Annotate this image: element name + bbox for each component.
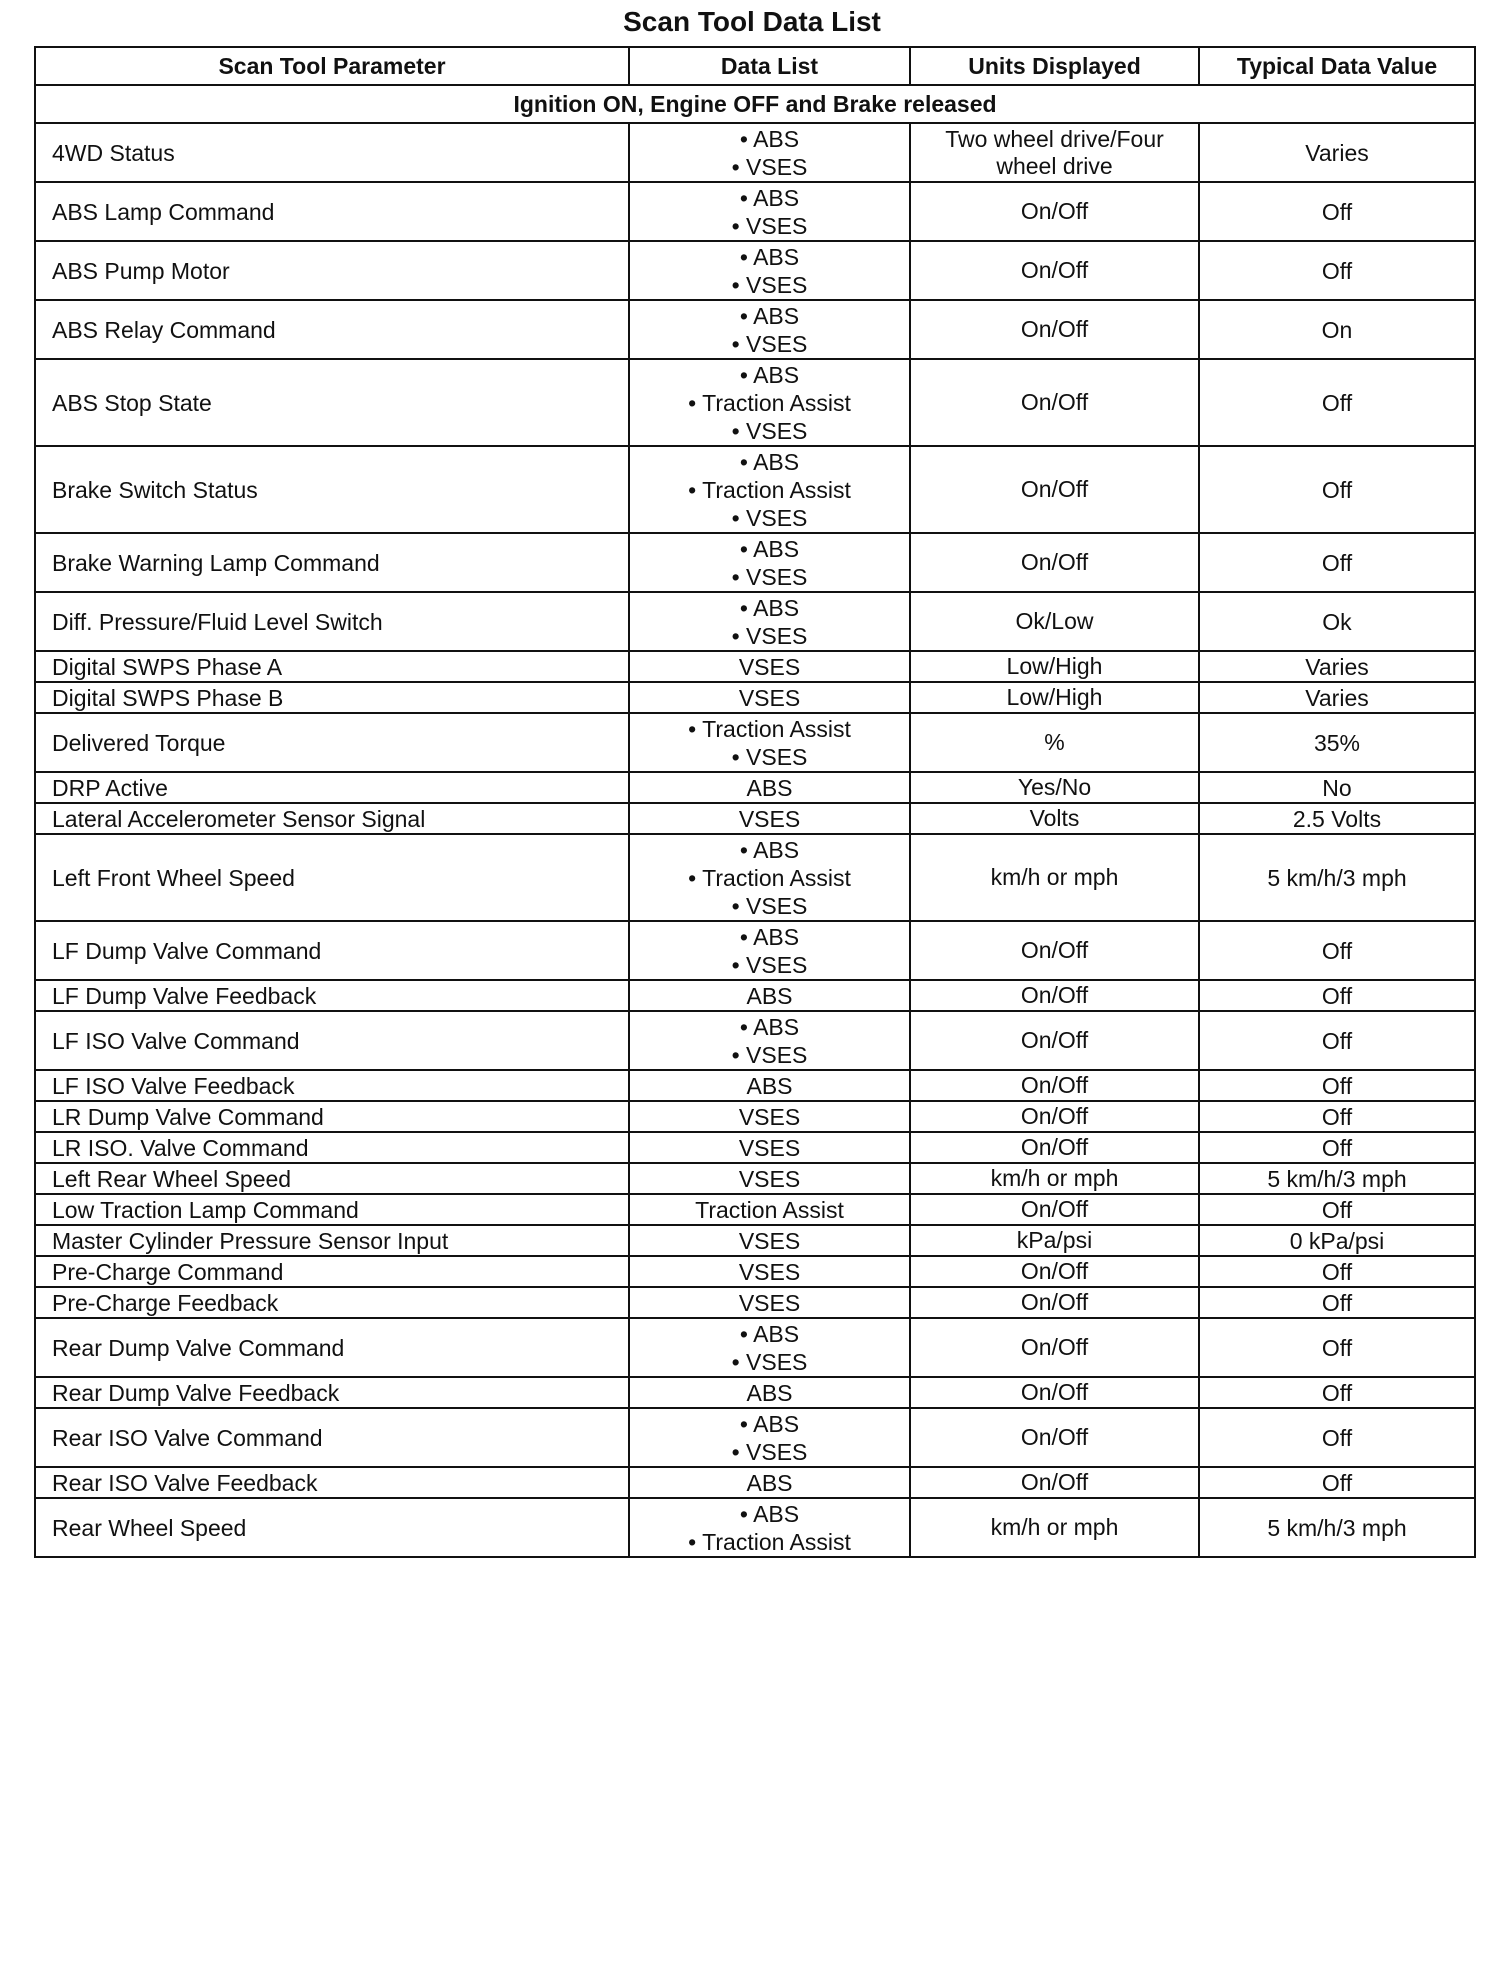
parameter-cell: Master Cylinder Pressure Sensor Input — [35, 1225, 629, 1256]
units-cell — [910, 300, 1199, 359]
data-list-item: ABS — [746, 774, 793, 801]
data-list-cell — [629, 1256, 910, 1287]
data-list-item: • VSES — [731, 563, 808, 590]
data-list-item: • VSES — [731, 417, 808, 444]
units-cell — [910, 241, 1199, 300]
data-list-item: VSES — [738, 1258, 801, 1285]
data-list-item: • VSES — [731, 153, 808, 180]
parameter-cell: ABS Lamp Command — [35, 182, 629, 241]
parameter-cell: Lateral Accelerometer Sensor Signal — [35, 803, 629, 834]
units-line: On/Off — [1020, 1103, 1089, 1129]
table-row — [35, 772, 1475, 803]
units-line: On/Off — [1020, 257, 1089, 283]
typical-value-cell: Varies — [1199, 682, 1475, 713]
data-list-item: VSES — [738, 1134, 801, 1161]
units-cell — [910, 1163, 1199, 1194]
table-row — [35, 241, 1475, 300]
data-list-item: • ABS — [739, 302, 800, 329]
parameter-cell: Rear Dump Valve Feedback — [35, 1377, 629, 1408]
data-list-item: • ABS — [739, 361, 800, 388]
data-list-item: • ABS — [739, 1410, 800, 1437]
table-row — [35, 1070, 1475, 1101]
units-cell — [910, 1287, 1199, 1318]
data-list-item: • VSES — [731, 1438, 808, 1465]
typical-value-cell: Off — [1199, 1194, 1475, 1225]
data-list-item: VSES — [738, 684, 801, 711]
typical-value-cell: Off — [1199, 359, 1475, 446]
typical-value-cell: Off — [1199, 241, 1475, 300]
parameter-cell: Rear ISO Valve Command — [35, 1408, 629, 1467]
data-list-cell — [629, 123, 910, 182]
units-cell — [910, 1498, 1199, 1557]
data-list-item: • VSES — [731, 330, 808, 357]
data-list-item: • ABS — [739, 1013, 800, 1040]
data-list-item: • VSES — [731, 1041, 808, 1068]
data-list-item: VSES — [738, 805, 801, 832]
parameter-cell: 4WD Status — [35, 123, 629, 182]
units-cell — [910, 921, 1199, 980]
typical-value-cell: Ok — [1199, 592, 1475, 651]
table-row — [35, 1377, 1475, 1408]
typical-value-cell: Off — [1199, 533, 1475, 592]
units-cell — [910, 834, 1199, 921]
data-list-item: ABS — [746, 1072, 793, 1099]
units-cell — [910, 803, 1199, 834]
data-list-cell — [629, 1287, 910, 1318]
data-list-cell — [629, 803, 910, 834]
units-line: Two wheel drive/Four — [945, 125, 1164, 152]
parameter-cell: ABS Pump Motor — [35, 241, 629, 300]
units-line: On/Off — [1020, 1424, 1089, 1450]
data-list-cell — [629, 1101, 910, 1132]
typical-value-cell: Off — [1199, 1132, 1475, 1163]
parameter-cell: Low Traction Lamp Command — [35, 1194, 629, 1225]
data-list-item: ABS — [746, 1469, 793, 1496]
typical-value-cell: Off — [1199, 1256, 1475, 1287]
units-cell — [910, 1318, 1199, 1377]
units-cell — [910, 446, 1199, 533]
data-list-cell — [629, 1194, 910, 1225]
units-cell — [910, 1011, 1199, 1070]
units-line: On/Off — [1020, 1289, 1089, 1315]
data-list-cell — [629, 446, 910, 533]
typical-value-cell: No — [1199, 772, 1475, 803]
table-row — [35, 1011, 1475, 1070]
units-line: On/Off — [1020, 316, 1089, 342]
parameter-cell: DRP Active — [35, 772, 629, 803]
typical-value-cell: Varies — [1199, 651, 1475, 682]
data-list-cell — [629, 1163, 910, 1194]
data-list-cell — [629, 592, 910, 651]
data-list-cell — [629, 834, 910, 921]
typical-value-cell: 5 km/h/3 mph — [1199, 834, 1475, 921]
data-list-item: • ABS — [739, 594, 800, 621]
units-cell — [910, 772, 1199, 803]
parameter-cell: LR ISO. Valve Command — [35, 1132, 629, 1163]
parameter-cell: LF Dump Valve Command — [35, 921, 629, 980]
units-line: On/Off — [1020, 476, 1089, 502]
units-line: On/Off — [1020, 982, 1089, 1008]
typical-value-cell: Off — [1199, 1287, 1475, 1318]
data-list-cell — [629, 1498, 910, 1557]
table-row — [35, 182, 1475, 241]
units-cell — [910, 651, 1199, 682]
data-list-item: ABS — [746, 1379, 793, 1406]
data-list-item: • ABS — [739, 448, 800, 475]
subheader-row — [35, 85, 1475, 123]
units-line: On/Off — [1020, 937, 1089, 963]
typical-value-cell: Off — [1199, 1101, 1475, 1132]
units-cell — [910, 182, 1199, 241]
header-scan-tool-parameter: Scan Tool Parameter — [35, 47, 629, 85]
data-list-item: Traction Assist — [695, 1196, 844, 1223]
data-list-item: • ABS — [739, 923, 800, 950]
table-row — [35, 1194, 1475, 1225]
units-line: Low/High — [1006, 653, 1103, 679]
units-line: On/Off — [1020, 198, 1089, 224]
units-cell — [910, 1467, 1199, 1498]
table-row — [35, 980, 1475, 1011]
data-list-item: • VSES — [731, 1348, 808, 1375]
parameter-cell: Delivered Torque — [35, 713, 629, 772]
header-row — [35, 47, 1475, 85]
typical-value-cell: Off — [1199, 446, 1475, 533]
units-cell — [910, 1101, 1199, 1132]
units-line: On/Off — [1020, 389, 1089, 415]
units-line: Low/High — [1006, 684, 1103, 710]
typical-value-cell: Off — [1199, 921, 1475, 980]
data-list-item: VSES — [738, 1227, 801, 1254]
units-line: On/Off — [1020, 1469, 1089, 1495]
data-list-cell — [629, 682, 910, 713]
parameter-cell: Brake Warning Lamp Command — [35, 533, 629, 592]
data-list-item: VSES — [738, 1103, 801, 1130]
units-cell — [910, 359, 1199, 446]
parameter-cell: LF ISO Valve Command — [35, 1011, 629, 1070]
table-row — [35, 592, 1475, 651]
data-list-cell — [629, 241, 910, 300]
typical-value-cell: 5 km/h/3 mph — [1199, 1163, 1475, 1194]
data-list-cell — [629, 1011, 910, 1070]
data-list-cell — [629, 359, 910, 446]
data-list-cell — [629, 1377, 910, 1408]
parameter-cell: LF Dump Valve Feedback — [35, 980, 629, 1011]
data-list-item: • ABS — [739, 1500, 800, 1527]
data-list-item: • Traction Assist — [688, 715, 851, 742]
units-line: % — [1044, 729, 1065, 755]
table-row — [35, 682, 1475, 713]
table-row — [35, 1467, 1475, 1498]
data-list-item: • Traction Assist — [688, 864, 851, 891]
table-row — [35, 803, 1475, 834]
table-row — [35, 300, 1475, 359]
data-list-item: VSES — [738, 653, 801, 680]
table-row — [35, 921, 1475, 980]
data-list-item: • VSES — [731, 271, 808, 298]
data-list-cell — [629, 651, 910, 682]
units-cell — [910, 682, 1199, 713]
units-cell — [910, 1377, 1199, 1408]
header-data-list: Data List — [629, 47, 910, 85]
table-row — [35, 834, 1475, 921]
table-row — [35, 1318, 1475, 1377]
parameter-cell: Pre-Charge Feedback — [35, 1287, 629, 1318]
header-units-displayed: Units Displayed — [910, 47, 1199, 85]
data-list-item: • ABS — [739, 184, 800, 211]
data-list-item: VSES — [738, 1289, 801, 1316]
scan-tool-data-table — [34, 46, 1476, 1558]
typical-value-cell: 2.5 Volts — [1199, 803, 1475, 834]
data-list-item: • VSES — [731, 212, 808, 239]
typical-value-cell: 35% — [1199, 713, 1475, 772]
units-line: Ok/Low — [1015, 608, 1094, 634]
units-line: km/h or mph — [990, 1514, 1119, 1540]
data-list-cell — [629, 1467, 910, 1498]
units-cell — [910, 713, 1199, 772]
units-line: km/h or mph — [990, 1165, 1119, 1191]
table-row — [35, 651, 1475, 682]
typical-value-cell: Off — [1199, 1377, 1475, 1408]
data-list-item: • Traction Assist — [688, 1528, 851, 1555]
units-line: km/h or mph — [990, 864, 1119, 890]
units-cell — [910, 1225, 1199, 1256]
typical-value-cell: Off — [1199, 1070, 1475, 1101]
typical-value-cell: Off — [1199, 1467, 1475, 1498]
parameter-cell: Rear ISO Valve Feedback — [35, 1467, 629, 1498]
parameter-cell: Brake Switch Status — [35, 446, 629, 533]
parameter-cell: LR Dump Valve Command — [35, 1101, 629, 1132]
table-row — [35, 1256, 1475, 1287]
units-line: Yes/No — [1017, 774, 1092, 800]
units-line: On/Off — [1020, 1334, 1089, 1360]
data-list-item: • ABS — [739, 1320, 800, 1347]
units-line: On/Off — [1020, 1072, 1089, 1098]
table-row — [35, 713, 1475, 772]
data-list-item: • VSES — [731, 504, 808, 531]
table-row — [35, 1408, 1475, 1467]
data-list-item: • VSES — [731, 892, 808, 919]
units-cell — [910, 123, 1199, 182]
units-line: Volts — [1029, 805, 1080, 831]
data-list-item: • ABS — [739, 125, 800, 152]
header-typical-data-value: Typical Data Value — [1199, 47, 1475, 85]
data-list-item: • VSES — [731, 951, 808, 978]
data-list-cell — [629, 300, 910, 359]
units-line: On/Off — [1020, 549, 1089, 575]
units-line: kPa/psi — [1016, 1227, 1093, 1253]
units-cell — [910, 1408, 1199, 1467]
data-list-cell — [629, 980, 910, 1011]
table-row — [35, 1498, 1475, 1557]
table-row — [35, 1101, 1475, 1132]
data-list-item: • VSES — [731, 743, 808, 770]
table-row — [35, 1163, 1475, 1194]
data-list-item: • ABS — [739, 243, 800, 270]
units-line: On/Off — [1020, 1027, 1089, 1053]
table-body — [35, 123, 1475, 1557]
parameter-cell: Left Rear Wheel Speed — [35, 1163, 629, 1194]
units-cell — [910, 1070, 1199, 1101]
data-list-item: • ABS — [739, 535, 800, 562]
data-list-cell — [629, 1070, 910, 1101]
data-list-cell — [629, 772, 910, 803]
typical-value-cell: Varies — [1199, 123, 1475, 182]
typical-value-cell: Off — [1199, 1408, 1475, 1467]
table-row — [35, 1225, 1475, 1256]
typical-value-cell: Off — [1199, 980, 1475, 1011]
typical-value-cell: 0 kPa/psi — [1199, 1225, 1475, 1256]
data-list-cell — [629, 1408, 910, 1467]
units-line: On/Off — [1020, 1196, 1089, 1222]
parameter-cell: Diff. Pressure/Fluid Level Switch — [35, 592, 629, 651]
data-list-cell — [629, 921, 910, 980]
units-cell — [910, 533, 1199, 592]
units-cell — [910, 980, 1199, 1011]
condition-subheader: Ignition ON, Engine OFF and Brake released — [35, 85, 1475, 123]
typical-value-cell: Off — [1199, 182, 1475, 241]
typical-value-cell: 5 km/h/3 mph — [1199, 1498, 1475, 1557]
units-line: On/Off — [1020, 1379, 1089, 1405]
data-list-item: • Traction Assist — [688, 476, 851, 503]
typical-value-cell: Off — [1199, 1011, 1475, 1070]
data-list-cell — [629, 713, 910, 772]
table-row — [35, 1287, 1475, 1318]
units-line: On/Off — [1020, 1258, 1089, 1284]
units-cell — [910, 1194, 1199, 1225]
units-cell — [910, 592, 1199, 651]
parameter-cell: ABS Relay Command — [35, 300, 629, 359]
parameter-cell: Pre-Charge Command — [35, 1256, 629, 1287]
parameter-cell: LF ISO Valve Feedback — [35, 1070, 629, 1101]
parameter-cell: Digital SWPS Phase A — [35, 651, 629, 682]
parameter-cell: Rear Dump Valve Command — [35, 1318, 629, 1377]
typical-value-cell: On — [1199, 300, 1475, 359]
data-list-cell — [629, 1318, 910, 1377]
data-list-item: ABS — [746, 982, 793, 1009]
parameter-cell: Left Front Wheel Speed — [35, 834, 629, 921]
units-cell — [910, 1132, 1199, 1163]
units-cell — [910, 1256, 1199, 1287]
data-list-cell — [629, 182, 910, 241]
table-row — [35, 123, 1475, 182]
data-list-item: VSES — [738, 1165, 801, 1192]
typical-value-cell: Off — [1199, 1318, 1475, 1377]
data-list-cell — [629, 1132, 910, 1163]
table-row — [35, 1132, 1475, 1163]
table-row — [35, 359, 1475, 446]
data-list-item: • Traction Assist — [688, 389, 851, 416]
parameter-cell: Digital SWPS Phase B — [35, 682, 629, 713]
units-line: wheel drive — [996, 152, 1113, 179]
data-list-cell — [629, 1225, 910, 1256]
data-list-item: • VSES — [731, 622, 808, 649]
data-list-item: • ABS — [739, 836, 800, 863]
parameter-cell: Rear Wheel Speed — [35, 1498, 629, 1557]
data-list-cell — [629, 533, 910, 592]
parameter-cell: ABS Stop State — [35, 359, 629, 446]
units-line: On/Off — [1020, 1134, 1089, 1160]
table-row — [35, 533, 1475, 592]
table-row — [35, 446, 1475, 533]
table-title: Scan Tool Data List — [623, 6, 881, 37]
